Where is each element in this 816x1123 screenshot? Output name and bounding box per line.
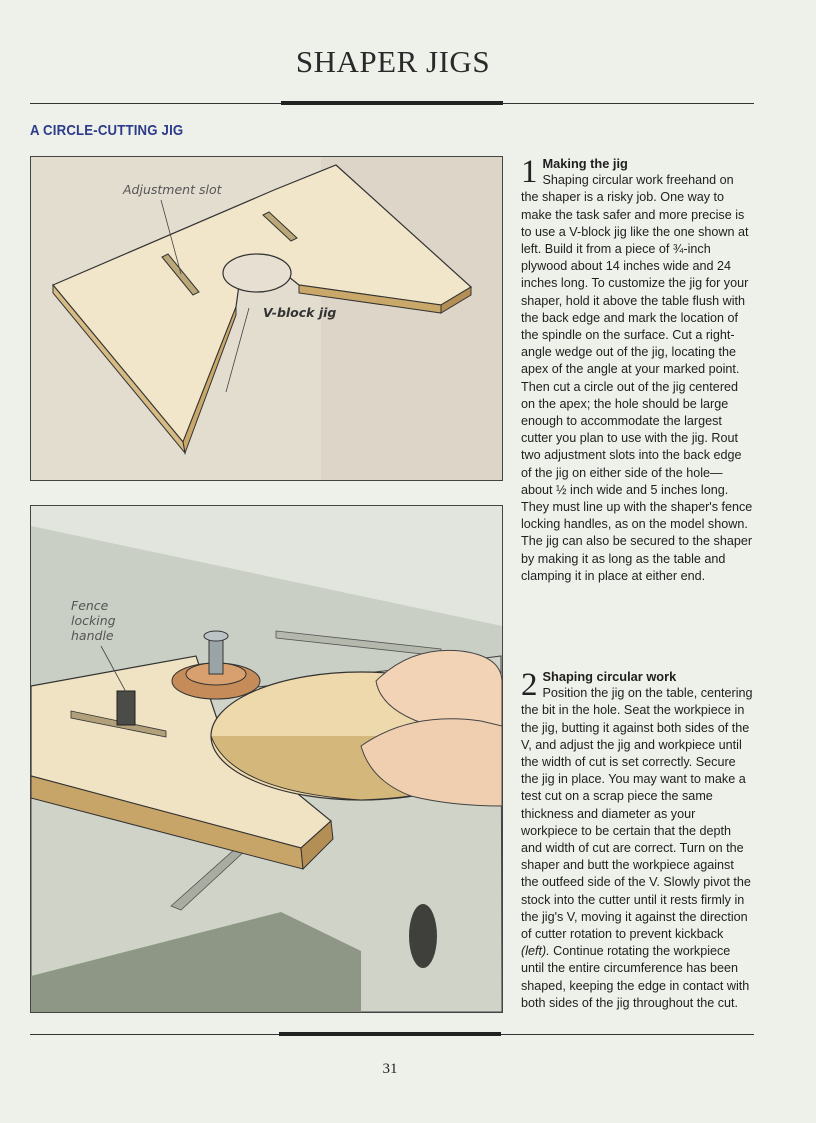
figure-vblock-jig [30, 156, 503, 481]
page-title: SHAPER JIGS [295, 44, 491, 79]
figure-shaping-circular [30, 505, 503, 1013]
header-rule-accent [281, 101, 503, 105]
step-2-text: Position the jig on the table, centering the bit in the hole. Seat the workpiece in the jig, butting it against both sides of the V, and adjust the jig and workpiece until the width of cut is set correctly. Secure the jig in place. You may want to make a test cut on a scrap piece the same thickness and diameter as your workpiece to be certain that the depth and width of cut are correct. Turn on the shaper and butt the workpiece against the outfeed side of the V. Slowly pivot the stock into the cutter until it rests firmly in the jig's V, moving it against the direction of cutter rotation to prevent kickback [521, 686, 753, 942]
step-1-number: 1 [521, 154, 538, 190]
step-1-heading: Making the jig [542, 156, 628, 171]
step-2 [521, 668, 753, 1012]
step-2-text-end: Continue rotating the workpiece until the entire circumference has been shaped, keeping the edge in contact with both sides of the jig throughout the cut. [521, 944, 750, 1010]
adjustment-slot-label: Adjustment slot [123, 182, 222, 197]
step-1-text: Shaping circular work freehand on the shaper is a risky job. One way to make the task safer and more precise is to use a V-block jig like the one shown at left. Build it from a piece of ¾-inch plywood about 14 inches wide and 24 inches long. To customize the jig for your shaper, hold it above the table flush with the back edge and mark the location of the spindle on the surface. Cut a right-angle wedge out of the jig, locating the apex of the angle at your marked point. Then cut a circle out of the jig centered on the apex; the hole should be large enough to accommodate the largest cutter you plan to use with the jig. Rout two adjustment slots into the back edge of the jig on either side of the hole—about ½ inch wide and 5 inches long. They must line up with the shaper's fence locking handles, as on the model shown. The jig can also be secured to the shaper by making it as long as the table and clamping it in place at either end. [521, 173, 753, 583]
step-2-text-italic: (left). [521, 944, 550, 959]
fence-locking-handle-label: Fence locking handle [71, 598, 116, 643]
step-2-heading: Shaping circular work [542, 669, 677, 684]
page-number: 31 [382, 1061, 398, 1077]
step-2-number: 2 [521, 667, 538, 703]
section-title: A CIRCLE-CUTTING JIG [30, 122, 184, 139]
footer-rule-accent [279, 1032, 501, 1036]
vblock-jig-label: V-block jig [263, 305, 337, 320]
shaping-illustration [31, 506, 502, 1012]
step-1 [521, 155, 753, 585]
